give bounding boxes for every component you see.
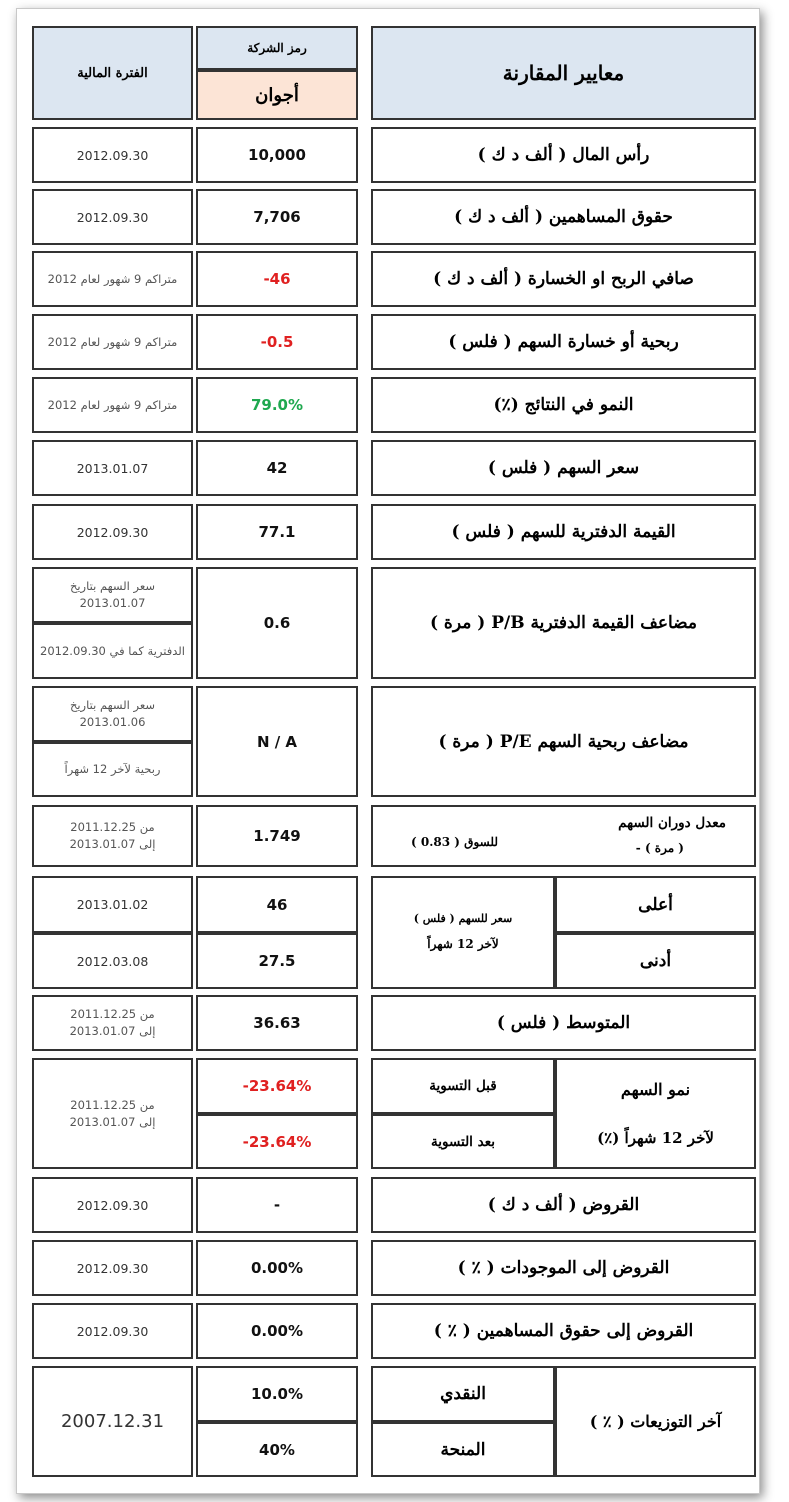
- price-date-cell: [32, 440, 193, 496]
- eps-value-cell: [196, 314, 358, 370]
- share-growth-date-to: إلى 2013.01.07: [69, 1114, 156, 1129]
- loans-assets-value-cell: [196, 1240, 358, 1296]
- growth-date: متراكم 9 شهور لعام 2012: [47, 397, 178, 412]
- period-header: [32, 26, 193, 120]
- range-group-period: لآخر 12 شهراً: [427, 937, 499, 952]
- equity-value-cell: [196, 189, 358, 245]
- criteria-title: معايير المقارنة: [502, 61, 625, 85]
- company-code-header: [196, 26, 358, 70]
- loans-equity-value: 0.00%: [250, 1322, 304, 1340]
- turnover-label-cell: [371, 805, 756, 867]
- eps-date-cell: [32, 314, 193, 370]
- pb-label: مضاعف القيمة الدفترية P/B ( مرة ): [429, 613, 698, 633]
- pb-value-cell: [196, 567, 358, 679]
- dividends-cash-value: 10.0%: [250, 1385, 304, 1403]
- book-value-value: 77.1: [258, 523, 296, 541]
- book-value-label-cell: [371, 504, 756, 560]
- turnover-date-from: من 2011.12.25: [70, 820, 155, 835]
- period-header-label: الفترة المالية: [77, 65, 148, 81]
- turnover-date-cell: [32, 805, 193, 867]
- pe-label-cell: [371, 686, 756, 797]
- price-value-cell: [196, 440, 358, 496]
- company-name-cell: [196, 70, 358, 120]
- dividends-date-cell: [32, 1366, 193, 1477]
- net-profit-label: صافي الربح او الخسارة ( ألف د ك ): [433, 269, 694, 289]
- pe-price-date: سعر السهم بتاريخ 2013.01.06: [69, 698, 156, 729]
- average-date-from: من 2011.12.25: [70, 1007, 155, 1022]
- growth-label: النمو في النتائج (٪): [493, 395, 634, 415]
- dividends-cash-value-cell: [196, 1366, 358, 1422]
- share-growth-before-label: قبل التسوية: [429, 1078, 497, 1094]
- share-growth-after-label: بعد التسوية: [430, 1133, 495, 1150]
- share-growth-after-label-cell: [371, 1114, 555, 1169]
- capital-date: 2012.09.30: [76, 147, 149, 163]
- loans-value: -: [273, 1196, 281, 1214]
- dividends-bonus-label-cell: [371, 1422, 555, 1477]
- average-date-cell: [32, 995, 193, 1051]
- dividends-cash-label-cell: [371, 1366, 555, 1422]
- share-growth-before-value: -23.64%: [242, 1077, 312, 1095]
- average-label-cell: [371, 995, 756, 1051]
- dividends-bonus-value: 40%: [259, 1440, 295, 1459]
- net-profit-label-cell: [371, 251, 756, 307]
- range-group-label: سعر للسهم ( فلس ): [413, 912, 513, 926]
- book-value-value-cell: [196, 504, 358, 560]
- low-label: أدنى: [639, 951, 672, 971]
- pe-eps-period-cell: [32, 742, 193, 797]
- loans-assets-date: 2012.09.30: [76, 1260, 149, 1276]
- dividends-group-label: آخر التوزيعات ( ٪ ): [589, 1412, 722, 1431]
- book-value-date: 2012.09.30: [76, 524, 149, 540]
- equity-label: حقوق المساهمين ( ألف د ك ): [454, 207, 673, 227]
- eps-label: ربحية أو خسارة السهم ( فلس ): [448, 332, 679, 352]
- turnover-value: 1.749: [253, 827, 301, 845]
- share-growth-after-value-cell: [196, 1114, 358, 1169]
- dividends-bonus-label: المنحة: [440, 1439, 486, 1460]
- share-growth-date-cell: [32, 1058, 193, 1169]
- turnover-date-to: إلى 2013.01.07: [69, 837, 156, 851]
- loans-equity-label: القروض إلى حقوق المساهمين ( ٪ ): [433, 1321, 694, 1341]
- pb-price-date-cell: [32, 567, 193, 623]
- eps-date: متراكم 9 شهور لعام 2012: [47, 334, 178, 349]
- pe-value-cell: [196, 686, 358, 797]
- high-value: 46: [266, 895, 288, 914]
- growth-value: 79.0%: [250, 396, 304, 414]
- loans-equity-value-cell: [196, 1303, 358, 1359]
- turnover-market: للسوق ( 0.83 ): [411, 835, 498, 849]
- net-profit-date: متراكم 9 شهور لعام 2012: [47, 271, 178, 286]
- capital-value: 10,000: [248, 146, 306, 164]
- high-value-cell: [196, 876, 358, 933]
- growth-date-cell: [32, 377, 193, 433]
- share-growth-group-period: لآخر 12 شهراً (٪): [597, 1129, 714, 1147]
- pb-label-cell: [371, 567, 756, 679]
- loans-label-cell: [371, 1177, 756, 1233]
- share-growth-group-cell: [555, 1058, 756, 1169]
- loans-equity-date: 2012.09.30: [76, 1323, 149, 1339]
- share-growth-group-label: نمو السهم: [620, 1080, 691, 1099]
- equity-date: 2012.09.30: [76, 209, 149, 225]
- price-label-cell: [371, 440, 756, 496]
- capital-label: رأس المال ( ألف د ك ): [477, 145, 650, 165]
- price-date: 2013.01.07: [76, 460, 149, 476]
- high-date: 2013.01.02: [76, 897, 149, 912]
- turnover-label: معدل دوران السهم: [618, 815, 726, 831]
- pb-price-date: سعر السهم بتاريخ 2013.01.07: [69, 579, 156, 610]
- equity-date-cell: [32, 189, 193, 245]
- eps-label-cell: [371, 314, 756, 370]
- price-value: 42: [266, 459, 288, 477]
- pe-value: N / A: [256, 732, 298, 751]
- low-date: 2012.03.08: [76, 953, 149, 969]
- net-profit-value: -46: [263, 270, 291, 288]
- company-code-label: رمز الشركة: [247, 41, 307, 55]
- growth-value-cell: [196, 377, 358, 433]
- equity-label-cell: [371, 189, 756, 245]
- criteria-header: [371, 26, 756, 120]
- loans-equity-label-cell: [371, 1303, 756, 1359]
- share-growth-before-value-cell: [196, 1058, 358, 1114]
- high-label-cell: [555, 876, 756, 933]
- average-label: المتوسط ( فلس ): [496, 1013, 631, 1033]
- average-date-to: إلى 2013.01.07: [69, 1024, 156, 1038]
- low-value-cell: [196, 933, 358, 989]
- average-value-cell: [196, 995, 358, 1051]
- loans-assets-label: القروض إلى الموجودات ( ٪ ): [457, 1258, 670, 1278]
- share-growth-after-value: -23.64%: [242, 1132, 312, 1151]
- eps-value: -0.5: [260, 333, 294, 351]
- high-label: أعلى: [638, 894, 673, 915]
- pe-price-date-cell: [32, 686, 193, 742]
- pb-value: 0.6: [263, 614, 291, 632]
- pe-eps-period: ربحية لآخر 12 شهراً: [64, 762, 161, 777]
- price-label: سعر السهم ( فلس ): [487, 458, 640, 478]
- dividends-date: 2007.12.31: [60, 1411, 165, 1432]
- dividends-bonus-value-cell: [196, 1422, 358, 1477]
- share-growth-date-from: من 2011.12.25: [70, 1097, 155, 1112]
- loans-date-cell: [32, 1177, 193, 1233]
- capital-label-cell: [371, 127, 756, 183]
- pe-label: مضاعف ربحية السهم P/E ( مرة ): [438, 731, 689, 752]
- loans-equity-date-cell: [32, 1303, 193, 1359]
- high-date-cell: [32, 876, 193, 933]
- loans-date: 2012.09.30: [76, 1197, 149, 1213]
- low-value: 27.5: [258, 952, 296, 970]
- book-value-label: القيمة الدفترية للسهم ( فلس ): [451, 522, 676, 542]
- loans-value-cell: [196, 1177, 358, 1233]
- range-group-cell: [371, 876, 555, 989]
- net-profit-date-cell: [32, 251, 193, 307]
- low-label-cell: [555, 933, 756, 989]
- net-profit-value-cell: [196, 251, 358, 307]
- loans-assets-label-cell: [371, 1240, 756, 1296]
- dividends-group-cell: [555, 1366, 756, 1477]
- loans-assets-value: 0.00%: [250, 1259, 304, 1277]
- growth-label-cell: [371, 377, 756, 433]
- capital-value-cell: [196, 127, 358, 183]
- pb-book-date: الدفترية كما في 2012.09.30: [40, 643, 185, 658]
- capital-date-cell: [32, 127, 193, 183]
- dividends-cash-label: النقدي: [440, 1384, 486, 1404]
- equity-value: 7,706: [253, 208, 301, 226]
- average-value: 36.63: [253, 1014, 301, 1032]
- turnover-value-cell: [196, 805, 358, 867]
- turnover-unit: ( مرة ) -: [635, 841, 684, 855]
- book-value-date-cell: [32, 504, 193, 560]
- pb-book-date-cell: [32, 623, 193, 679]
- loans-label: القروض ( ألف د ك ): [487, 1195, 640, 1215]
- share-growth-before-label-cell: [371, 1058, 555, 1114]
- low-date-cell: [32, 933, 193, 989]
- company-name: أجوان: [255, 84, 299, 106]
- loans-assets-date-cell: [32, 1240, 193, 1296]
